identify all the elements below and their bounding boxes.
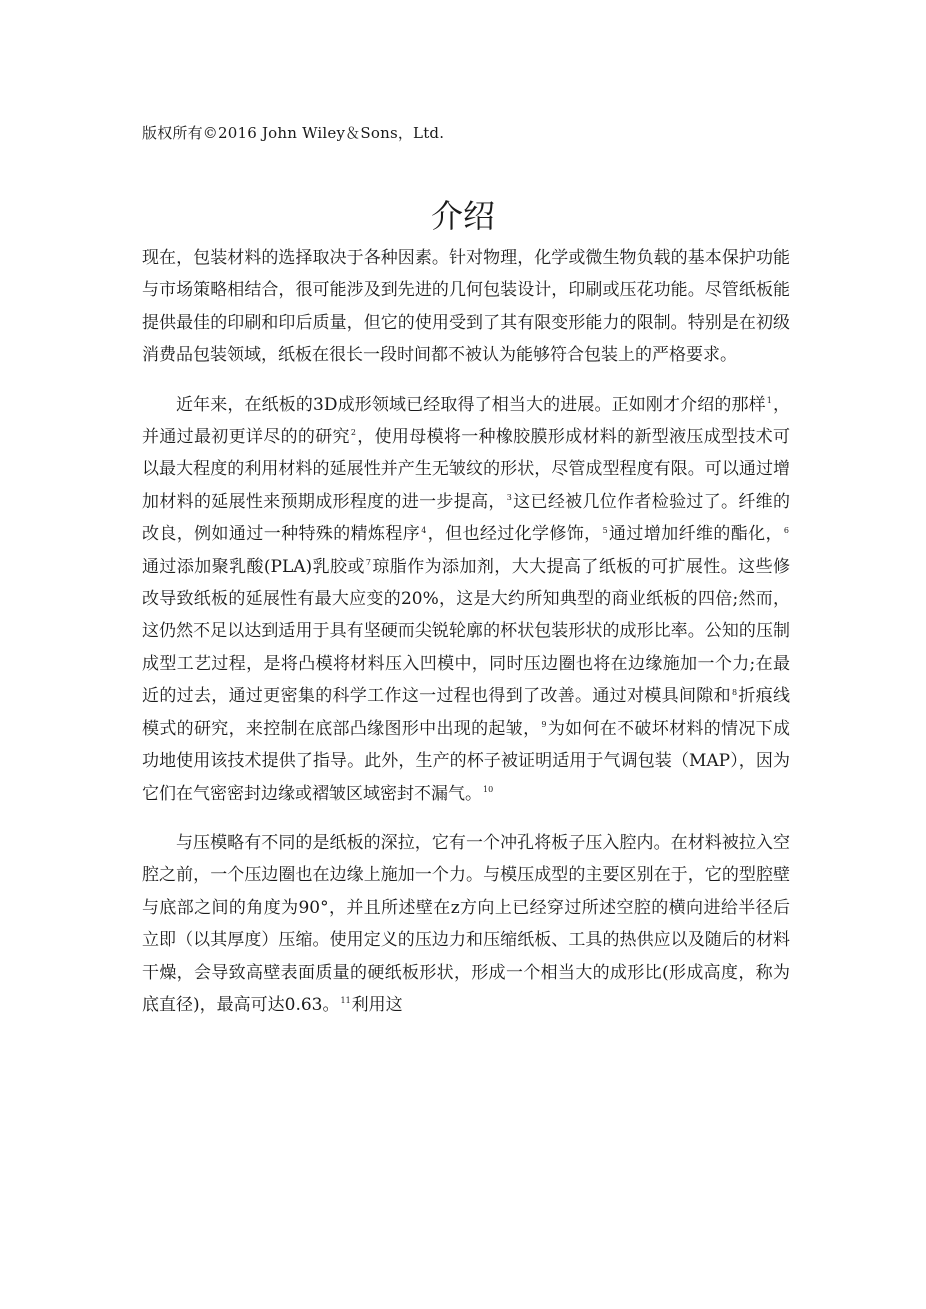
section-title: 介绍 bbox=[430, 197, 495, 235]
citation-5: 5 bbox=[602, 525, 608, 535]
text-run: 利用这 bbox=[351, 994, 403, 1015]
text-run: 这已经被几位作者检验过了。纤维的改良，例如通过一种特殊的精炼程序 bbox=[142, 491, 791, 545]
text-run: ，但也经过化学修饰， bbox=[427, 524, 602, 545]
citation-6: 6 bbox=[783, 525, 790, 535]
text-run: 与压模略有不同的是纸板的深拉，它有一个冲孔将板子压入腔内。在材料被拉入空腔之前，一个压边圈也在边缘上施加一个力。与模压成型的主要区别在于，它的型腔壁与底部之间的角度为90°，并且所述壁在z方向上已经穿过所述空腔的横向进给半径后立即（以其厚度）压缩。使用定义的压边力和压缩纸板、工具的热供应以及随后的材料干燥，会导致高壁表面质量的硬纸板形状，形成一个相当大的成形比(形成高度，称为底直径)，最高可达0.63。 bbox=[142, 832, 790, 1015]
text-run: 折痕线模式的研究，来控制在底部凸缘图形中出现的起皱， bbox=[142, 686, 791, 739]
citation-3: 3 bbox=[506, 493, 512, 503]
text-run: 为如何在不破坏材料的情况下成功地使用该技术提供了指导。此外，生产的杯子被证明适用于气调包装（MAP），因为它们在气密密封边缘或褶皱区域密封不漏气。 bbox=[142, 718, 791, 804]
text-run: 近年来，在纸板的3D成形领域已经取得了相当大的进展。正如刚才介绍的那样 bbox=[176, 394, 766, 415]
paragraph-3 bbox=[142, 827, 790, 1021]
text-run: 通过添加聚乳酸(PLA)乳胶或 bbox=[142, 556, 365, 577]
body-text bbox=[142, 242, 790, 1021]
text-run: 通过增加纤维的酯化， bbox=[608, 524, 783, 545]
text-run: 琼脂作为添加剂，大大提高了纸板的可扩展性。这些修改导致纸板的延展性有最大应变的20%，这是大约所知典型的商业纸板的四倍;然而，这仍然不足以达到适用于具有坚硬而尖锐轮廓的杯状包装形状的成形比率。公知的压制成型工艺过程，是将凸模将材料压入凹模中，同时压边圈也将在边缘施加一个力;在最近的过去，通过更密集的科学工作这一过程也得到了改善。通过对模具间隙和 bbox=[142, 556, 790, 707]
citation-8: 8 bbox=[731, 687, 738, 697]
citation-2: 2 bbox=[350, 428, 356, 438]
citation-4: 4 bbox=[421, 525, 427, 535]
citation-11: 11 bbox=[340, 996, 351, 1006]
paragraph-2 bbox=[142, 389, 790, 810]
citation-7: 7 bbox=[365, 558, 371, 567]
copyright-notice: 版权所有©2016 John Wiley＆Sons，Ltd. bbox=[142, 124, 445, 142]
citation-9: 9 bbox=[541, 720, 547, 730]
citation-10: 10 bbox=[483, 784, 494, 794]
citation-1: 1 bbox=[766, 395, 772, 405]
text-run: ，使用母模将一种橡胶膜形成材料的新型液压成型技术可以最大程度的利用材料的延展性并产生无皱纹的形状，尽管成型程度有限。可以通过增加材料的延展性来预期成形程度的进一步提高， bbox=[142, 427, 791, 512]
text-run: ，并通过最初更详尽的的研究 bbox=[142, 394, 791, 448]
paragraph-1: 现在，包装材料的选择取决于各种因素。针对物理，化学或微生物负载的基本保护功能与市场策略相结合，很可能涉及到先进的几何包装设计，印刷或压花功能。尽管纸板能提供最佳的印刷和印后质量，但它的使用受到了其有限变形能力的限制。特别是在初级消费品包装领域，纸板在很长一段时间都不被认为能够符合包装上的严格要求。 bbox=[142, 248, 790, 366]
